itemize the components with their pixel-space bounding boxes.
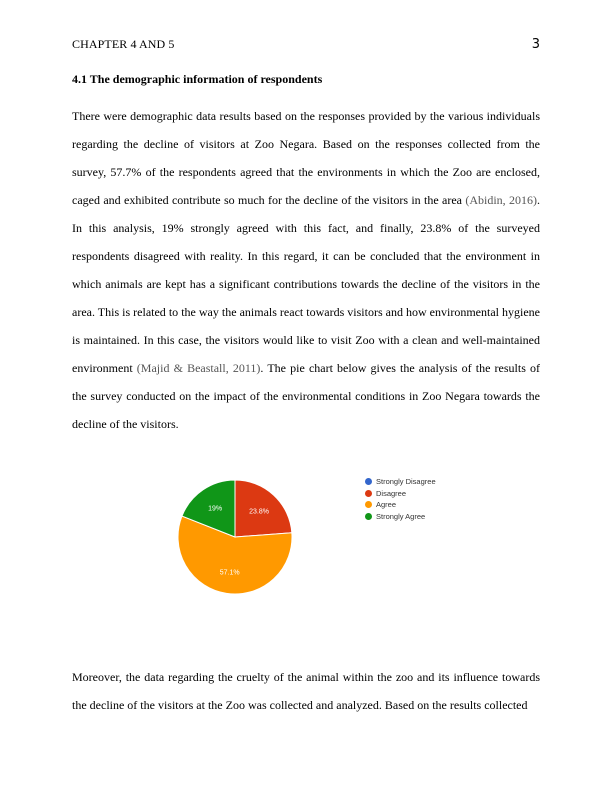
paragraph-text: . The pie chart below gives the analysis of the results of the survey conducted on the impact of the environmental conditions in Zoo Negara towards the decline of the visitors.	[72, 361, 540, 431]
page-number: 3	[531, 37, 540, 52]
pie-chart	[170, 470, 470, 610]
legend-label: Disagree	[376, 488, 407, 498]
legend-label: Agree	[376, 500, 397, 510]
legend-swatch	[365, 513, 372, 520]
legend-label: Strongly Disagree	[376, 477, 436, 487]
legend-item	[365, 476, 436, 488]
pie-slice-label: 23.8%	[249, 508, 269, 516]
legend-item	[365, 499, 436, 511]
pie-slice-label: 57.1%	[219, 569, 240, 577]
chart-legend	[365, 476, 436, 522]
pie-slice-label: 19%	[208, 505, 223, 513]
legend-swatch	[365, 478, 372, 485]
legend-label: Strongly Agree	[376, 511, 426, 521]
body-paragraph-2: Moreover, the data regarding the cruelty of the animal within the zoo and its influence towards the decline of the visitors at the Zoo was collected and analyzed. Based on the results collected	[72, 670, 540, 712]
paragraph-text: . In this analysis, 19% strongly agreed with this fact, and finally, 23.8% of the surveyed respondents disagreed with reality. In this regard, it can be concluded that the environment in which animals are kept has a significant contributions towards the decline of the visitors in the area. This is related to the way the animals react towards visitors and how environmental hygiene is maintained. In this case, the visitors would like to visit Zoo with a clean and well-maintained environment	[72, 193, 540, 375]
paragraph-text: There were demographic data results based on the responses provided by the various individuals regarding the decline of visitors at Zoo Negara. Based on the responses collected from the survey, 57.7% of the respondents agreed that the environments in which the Zoo are enclosed, caged and exhibited contribute so much for the decline of the visitors in the area	[72, 109, 540, 207]
legend-swatch	[365, 490, 372, 497]
section-heading: 4.1 The demographic information of respondents	[72, 72, 323, 86]
citation: (Majid & Beastall, 2011)	[136, 361, 261, 375]
body-paragraph-1	[72, 102, 540, 438]
legend-item	[365, 511, 436, 523]
legend-swatch	[365, 501, 372, 508]
running-header: CHAPTER 4 AND 5	[72, 37, 175, 51]
legend-item	[365, 488, 436, 500]
pie-chart-svg	[170, 470, 300, 600]
citation: (Abidin, 2016)	[465, 193, 537, 207]
